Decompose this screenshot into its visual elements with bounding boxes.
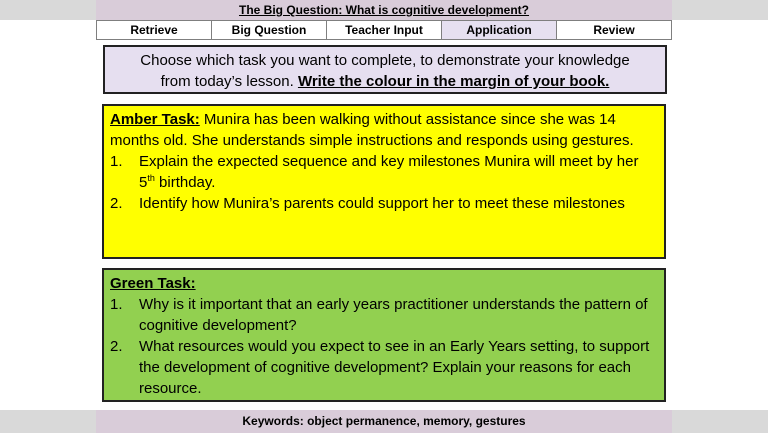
green-item-number: 1. (110, 296, 123, 313)
amber-item-number: 2. (110, 195, 123, 212)
tab-big-question[interactable]: Big Question (212, 21, 327, 39)
keywords-footer: Keywords: object permanence, memory, gestures (242, 414, 526, 428)
tab-retrieve[interactable]: Retrieve (97, 21, 212, 39)
green-task-list (110, 294, 658, 399)
instruction-line-2 (105, 71, 665, 92)
amber-task-box (102, 104, 666, 259)
instruction-emphasis: Write the colour in the margin of your book. (297, 73, 610, 90)
amber-task-item (110, 193, 658, 214)
instruction-box (103, 45, 667, 94)
tab-application[interactable]: Application (442, 21, 557, 39)
amber-item-number: 1. (110, 153, 123, 170)
green-task-title: Green Task: (110, 275, 196, 292)
amber-scenario (110, 109, 658, 151)
amber-task-item (110, 151, 658, 193)
amber-scenario-text: Munira has been walking without assistance since she was 14 months old. She understands simple instructions and responds using gestures. (110, 111, 634, 149)
amber-item-text: Identify how Munira’s parents could support her to meet these milestones (139, 195, 625, 212)
amber-item-superscript: th (147, 173, 155, 183)
green-task-box (102, 268, 666, 402)
amber-item-text: Explain the expected sequence and key milestones Munira will meet by her 5 (139, 153, 639, 191)
amber-task-list (110, 151, 658, 214)
green-item-text: What resources would you expect to see in an Early Years setting, to support the development of cognitive development? Explain your reasons for each resource. (139, 338, 650, 397)
tab-review[interactable]: Review (557, 21, 671, 39)
green-item-number: 2. (110, 338, 123, 355)
green-task-item (110, 294, 658, 336)
nav-tabs (96, 20, 672, 40)
tab-teacher-input[interactable]: Teacher Input (327, 21, 442, 39)
amber-task-title: Amber Task: (110, 111, 200, 128)
green-task-item (110, 336, 658, 399)
green-item-text: Why is it important that an early years practitioner understands the pattern of cognitive development? (139, 296, 648, 334)
amber-item-text-after: birthday. (154, 174, 216, 191)
instruction-plain: from today’s lesson. (160, 73, 298, 90)
big-question-title: The Big Question: What is cognitive development? (238, 3, 530, 17)
instruction-line-1: Choose which task you want to complete, to demonstrate your knowledge (140, 52, 630, 69)
